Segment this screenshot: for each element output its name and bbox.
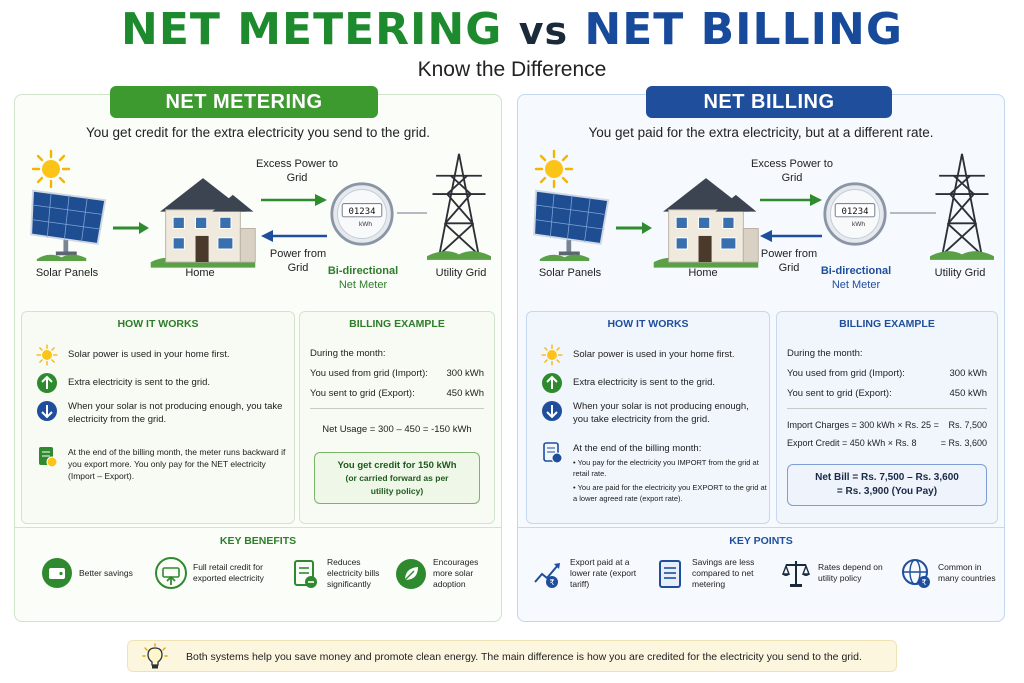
bullet-item: • You are paid for the electricity you EXPORT to the grid at a lower agreed rate (export rate). xyxy=(573,483,767,503)
net-billing-panel xyxy=(517,91,1005,622)
sun-icon xyxy=(31,149,71,189)
how-item: At the end of the billing month, the meter runs backward if you export more. You only pay for the NET electricity (Import – Export). xyxy=(36,446,292,482)
transmission-tower-icon xyxy=(930,147,994,263)
meter-label-2: Net Meter xyxy=(831,279,881,291)
divider xyxy=(787,408,987,409)
meter-label-1: Bi-directional xyxy=(820,265,892,277)
subtitle: Know the Difference xyxy=(417,58,607,81)
bill-icon xyxy=(36,446,58,468)
solar-panels-label: Solar Panels xyxy=(538,267,602,279)
solar-panels-label: Solar Panels xyxy=(35,267,99,279)
sun-icon xyxy=(36,344,58,366)
sun-icon xyxy=(541,344,563,366)
import-charges-value: Rs. 7,500 xyxy=(948,420,987,430)
export-label: You sent to grid (Export): xyxy=(310,388,415,399)
arrow-down-icon xyxy=(541,400,563,422)
utility-grid-label: Utility Grid xyxy=(435,267,487,279)
import-value: 300 kWh xyxy=(446,368,484,379)
billing-example-box xyxy=(299,311,495,524)
net-metering-panel xyxy=(14,91,502,622)
document-icon xyxy=(654,558,686,590)
meter-unit: kWh xyxy=(852,221,865,228)
how-item: Extra electricity is sent to the grid. xyxy=(541,372,715,394)
net-bill-line-2: = Rs. 3,900 (You Pay) xyxy=(836,486,938,497)
benefit-item: Full retail credit for exported electricity xyxy=(155,557,277,589)
arrow-up-icon xyxy=(541,372,563,394)
arrow-right-icon xyxy=(614,221,654,235)
import-value: 300 kWh xyxy=(949,368,987,379)
key-point-item: Rates depend on utility policy xyxy=(780,557,886,589)
divider xyxy=(15,527,501,528)
credit-line-3: utility policy) xyxy=(370,486,424,496)
how-item: Solar power is used in your home first. xyxy=(36,344,230,366)
arrow-left-icon xyxy=(758,229,824,243)
svg-text:₹: ₹ xyxy=(921,578,927,587)
import-charges-label: Import Charges = 300 kWh × Rs. 25 = xyxy=(787,420,939,430)
power-from-grid-label: Power from Grid xyxy=(760,248,818,274)
arrow-right-icon xyxy=(111,221,151,235)
during-month-label: During the month: xyxy=(310,348,386,359)
how-it-works-title: HOW IT WORKS xyxy=(607,318,689,330)
export-label: You sent to grid (Export): xyxy=(787,388,892,399)
billing-example-title: BILLING EXAMPLE xyxy=(349,318,445,330)
solar-panel-icon xyxy=(532,185,618,261)
key-points-title: KEY POINTS xyxy=(729,535,793,547)
net-billing-tagline: You get paid for the extra electricity, but at a different rate. xyxy=(588,125,934,140)
how-it-works-box xyxy=(526,311,770,524)
export-credit-label: Export Credit = 450 kWh × Rs. 8 xyxy=(787,438,917,448)
meter-reading: 01234 xyxy=(348,207,376,217)
meter-unit: kWh xyxy=(359,221,372,228)
meter-credit-icon xyxy=(155,557,187,589)
billing-example-box xyxy=(776,311,998,524)
how-it-works-title: HOW IT WORKS xyxy=(117,318,199,330)
wire-icon xyxy=(397,207,427,219)
net-metering-diagram xyxy=(15,143,501,303)
key-point-item: ₹ Common in many countries xyxy=(900,557,1000,589)
billing-example-title: BILLING EXAMPLE xyxy=(839,318,935,330)
export-chart-icon xyxy=(532,558,564,590)
bill-reduce-icon xyxy=(289,558,321,590)
how-it-works-box xyxy=(21,311,295,524)
footer-note xyxy=(127,640,897,672)
title-net-metering: NET METERING xyxy=(121,4,503,55)
power-from-grid-label: Power from Grid xyxy=(269,248,327,274)
bill-icon xyxy=(541,442,563,464)
net-metering-tagline: You get credit for the extra electricity you send to the grid. xyxy=(86,125,430,140)
globe-icon xyxy=(900,557,932,589)
key-benefits-title: KEY BENEFITS xyxy=(219,535,297,547)
net-metering-header: NET METERING xyxy=(110,86,378,118)
credit-line-2: (or carried forward as per xyxy=(345,473,449,483)
net-usage: Net Usage = 300 – 450 = -150 kWh xyxy=(322,424,472,435)
meter-label-2: Net Meter xyxy=(338,279,388,291)
house-icon xyxy=(650,173,762,269)
main-title xyxy=(0,4,1024,55)
arrow-right-icon xyxy=(259,193,329,207)
divider xyxy=(518,527,1004,528)
key-point-item: Savings are less compared to net metering xyxy=(654,557,766,590)
during-month-label: During the month: xyxy=(787,348,863,359)
footer-text: Both systems help you save money and promote clean energy. The main difference is how you are credited for the electricity you send to the grid. xyxy=(186,651,862,663)
export-credit-value: = Rs. 3,600 xyxy=(940,438,987,448)
how-item: At the end of the billing month: • You pay for the electricity you IMPORT from the grid at retail rate. • You are paid for the electricity you EXPORT to the grid at a lower agreed rate (export rate). xyxy=(541,442,771,504)
net-billing-header: NET BILLING xyxy=(646,86,892,118)
lightbulb-icon xyxy=(142,643,168,671)
benefit-item: Encourages more solar adoption xyxy=(395,557,499,590)
how-item: Extra electricity is sent to the grid. xyxy=(36,372,210,394)
title-vs: vs xyxy=(518,9,569,53)
utility-grid-label: Utility Grid xyxy=(934,267,986,279)
bullet-item: • You pay for the electricity you IMPORT from the grid at retail rate. xyxy=(573,458,759,478)
arrow-left-icon xyxy=(259,229,329,243)
home-label: Home xyxy=(185,267,215,279)
scales-icon xyxy=(780,557,812,589)
meter-reading: 01234 xyxy=(841,207,869,217)
divider xyxy=(310,408,484,409)
svg-text:₹: ₹ xyxy=(549,577,555,587)
sun-icon xyxy=(534,149,574,189)
net-bill-box xyxy=(787,464,987,506)
how-item: When your solar is not producing enough, you take electricity from the grid. xyxy=(36,400,286,426)
credit-line-1: You get credit for 150 kWh xyxy=(337,460,457,471)
import-label: You used from grid (Import): xyxy=(787,368,905,379)
leaf-icon xyxy=(395,558,427,590)
house-icon xyxy=(147,173,259,269)
arrow-up-icon xyxy=(36,372,58,394)
export-value: 450 kWh xyxy=(949,388,987,399)
how-item: Solar power is used in your home first. xyxy=(541,344,735,366)
excess-power-label: Excess Power to Grid xyxy=(256,158,338,184)
export-value: 450 kWh xyxy=(446,388,484,399)
wallet-icon xyxy=(41,557,73,589)
benefit-item: Better savings xyxy=(41,557,141,589)
credit-box xyxy=(314,452,480,504)
benefit-item: Reduces electricity bills significantly xyxy=(289,557,389,590)
solar-panel-icon xyxy=(29,185,115,261)
excess-power-label: Excess Power to Grid xyxy=(751,158,833,184)
import-label: You used from grid (Import): xyxy=(310,368,428,379)
home-label: Home xyxy=(688,267,718,279)
arrow-right-icon xyxy=(758,193,824,207)
how-item: When your solar is not producing enough, you take electricity from the grid. xyxy=(541,400,765,426)
arrow-down-icon xyxy=(36,400,58,422)
net-bill-line-1: Net Bill = Rs. 7,500 – Rs. 3,600 xyxy=(815,472,959,483)
title-net-billing: NET BILLING xyxy=(584,4,903,55)
meter-label-1: Bi-directional xyxy=(327,265,399,277)
key-point-item: ₹ Export paid at a lower rate (export tariff) xyxy=(532,557,650,590)
net-billing-diagram xyxy=(518,143,1004,303)
transmission-tower-icon xyxy=(427,147,491,263)
